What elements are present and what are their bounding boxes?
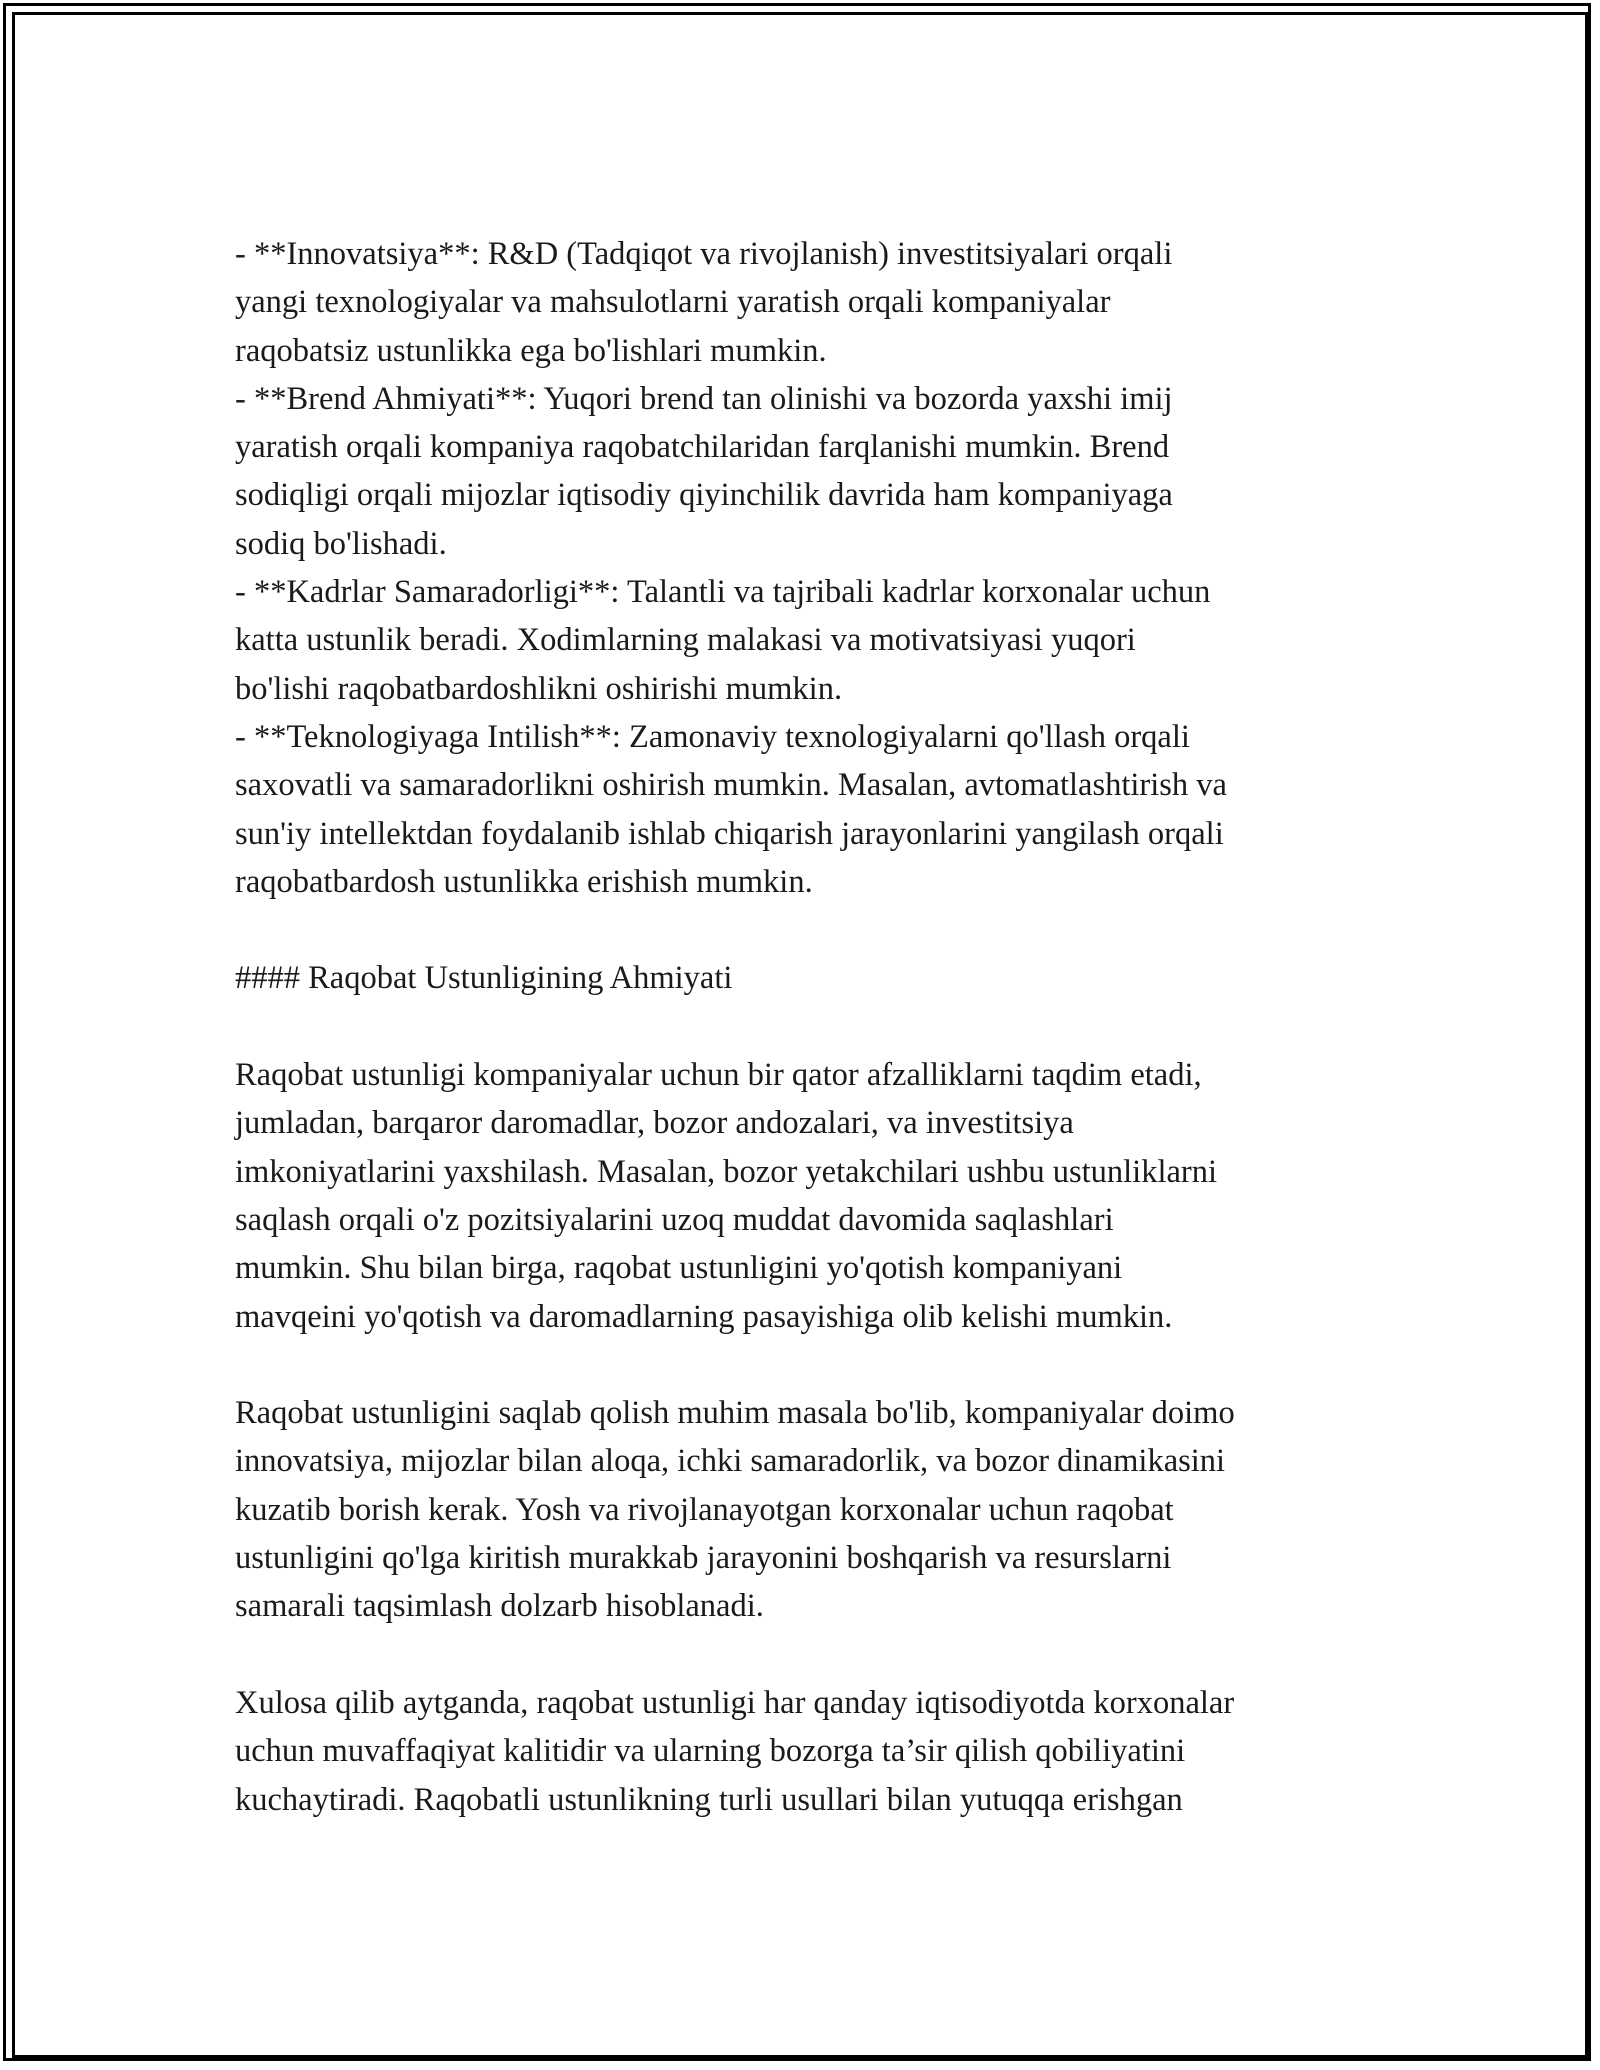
paragraph-spacer xyxy=(235,1341,1385,1389)
document-body xyxy=(235,230,1385,1824)
paragraph-spacer xyxy=(235,1003,1385,1051)
bullet-teknologiyaga-intilish: - **Teknologiyaga Intilish**: Zamonaviy texnologiyalarni qo'llash orqali saxovatli va samaradorlikni oshirish mumkin. Masalan, avtomatlashtirish va sun'iy intellektdan foydalanib ishlab chiqarish jarayonlarini yangilash orqali raqobatbardosh ustunlikka erishish mumkin. xyxy=(235,718,1227,900)
bullet-kadrlar-samaradorligi: - **Kadrlar Samaradorligi**: Talantli va tajribali kadrlar korxonalar uchun katta ustunlik beradi. Xodimlarning malakasi va motivatsiyasi yuqori bo'lishi raqobatbardoshlikni oshirishi mumkin. xyxy=(235,574,1211,707)
paragraph-maintaining: Raqobat ustunligini saqlab qolish muhim masala bo'lib, kompaniyalar doimo innovatsiya, mijozlar bilan aloqa, ichki samaradorlik, va bozor dinamikasini kuzatib borish kerak. Yosh va rivojlanayotgan korxonalar uchun raqobat ustunligini qo'lga kiritish murakkab jarayonini boshqarish va resurslarni samarali taqsimlash dolzarb hisoblanadi. xyxy=(235,1395,1235,1625)
paragraph-spacer xyxy=(235,1631,1385,1679)
paragraph-conclusion: Xulosa qilib aytganda, raqobat ustunligi har qanday iqtisodiyotda korxonalar uchun muvaffaqiyat kalitidir va ularning bozorga ta’sir qilish qobiliyatini kuchaytiradi. Raqobatli ustunlikning turli usullari bilan yutuqqa erishgan xyxy=(235,1684,1235,1818)
section-heading: #### Raqobat Ustunligining Ahmiyati xyxy=(235,960,733,997)
bullet-innovatsiya: - **Innovatsiya**: R&D (Tadqiqot va rivojlanish) investitsiyalari orqali yangi texnologiyalar va mahsulotlarni yaratish orqali kompaniyalar raqobatsiz ustunlikka ega bo'lishlari mumkin. xyxy=(235,236,1173,369)
bullet-brend-ahmiyati: - **Brend Ahmiyati**: Yuqori brend tan olinishi va bozorda yaxshi imij yaratish orqali kompaniya raqobatchilaridan farqlanishi mumkin. Brend sodiqligi orqali mijozlar iqtisodiy qiyinchilik davrida ham kompaniyaga sodiq bo'lishadi. xyxy=(235,380,1173,562)
paragraph-spacer xyxy=(235,906,1385,954)
paragraph-importance: Raqobat ustunligi kompaniyalar uchun bir qator afzalliklarni taqdim etadi, jumladan, barqaror daromadlar, bozor andozalari, va investitsiya imkoniyatlarini yaxshilash. Masalan, bozor yetakchilari ushbu ustunliklarni saqlash orqali o'z pozitsiyalarini uzoq muddat davomida saqlashlari mumkin. Shu bilan birga, raqobat ustunligini yo'qotish kompaniyani mavqeini yo'qotish va daromadlarning pasayishiga olib kelishi mumkin. xyxy=(235,1057,1218,1335)
